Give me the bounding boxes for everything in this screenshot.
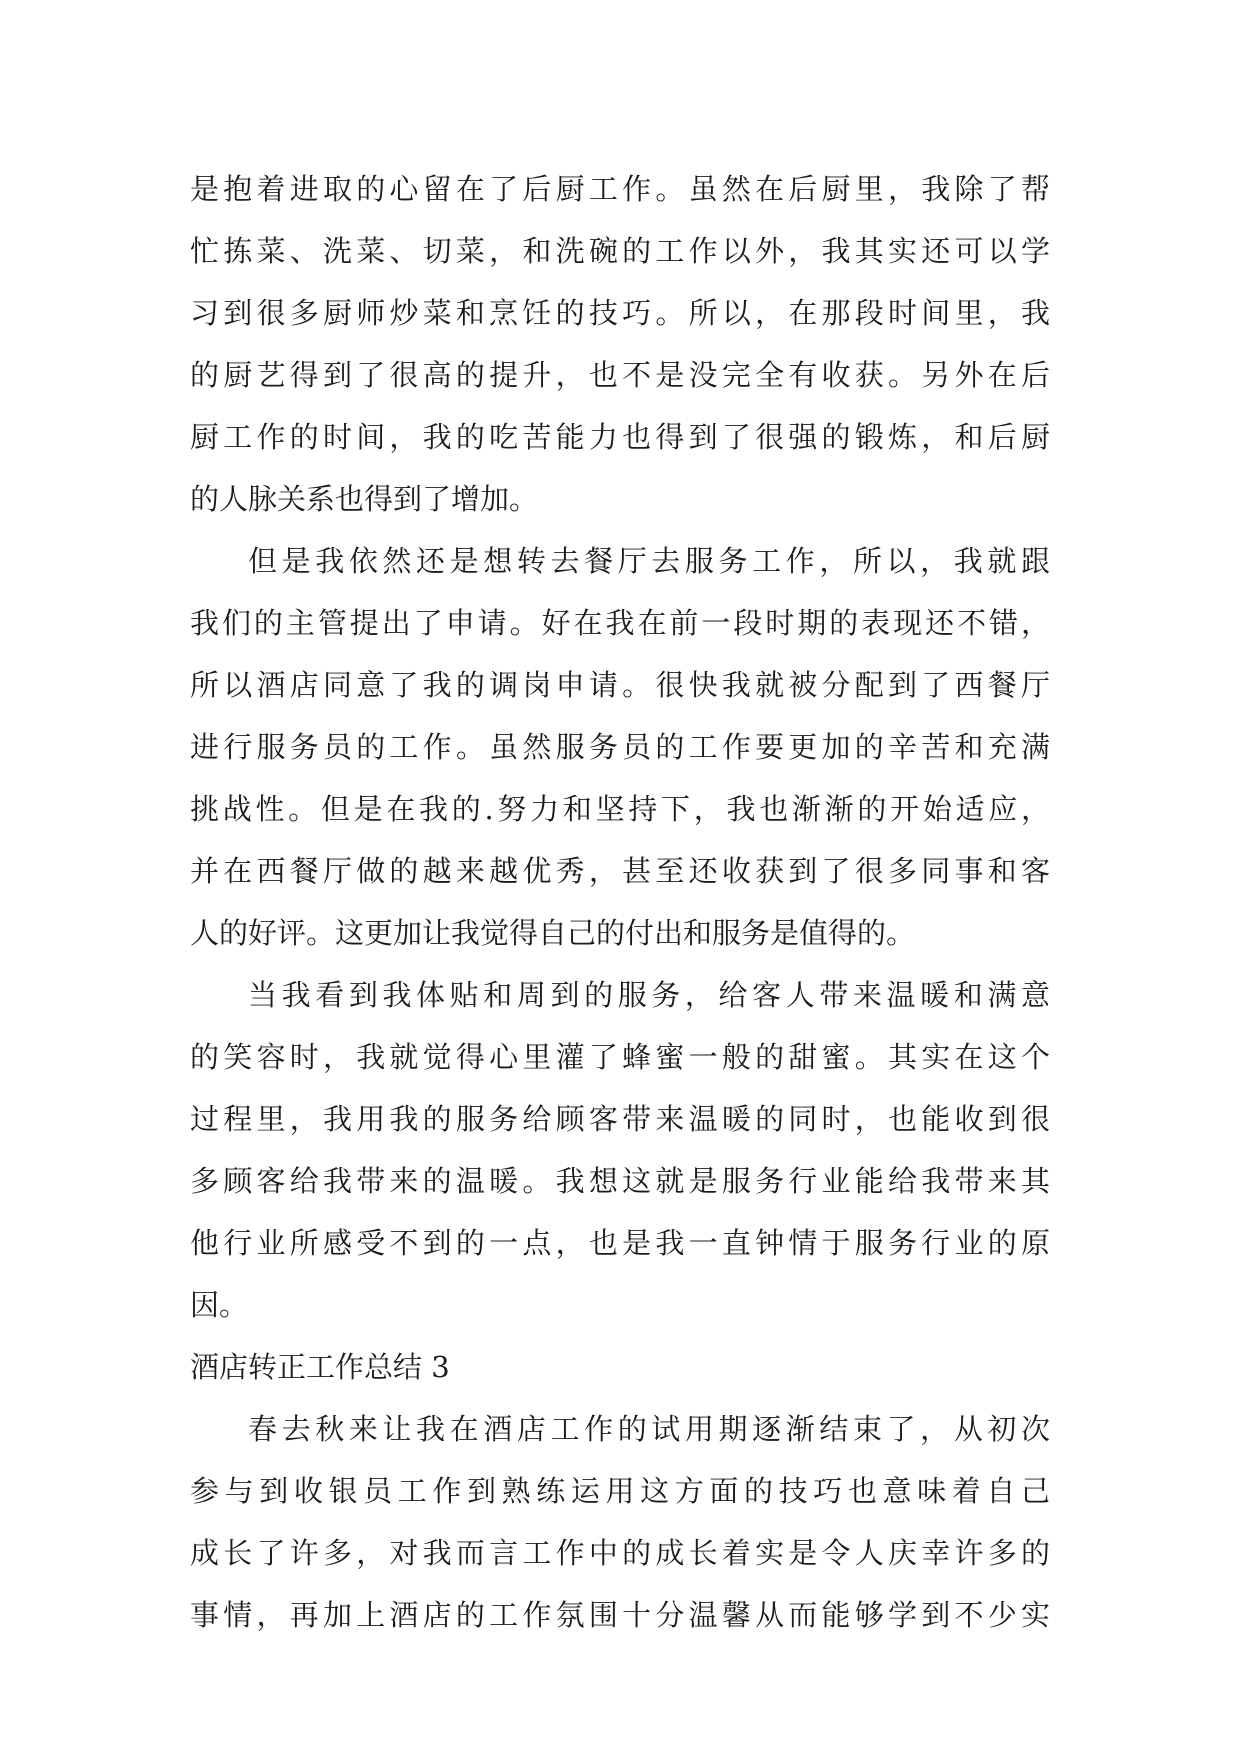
- text-line: 参与到收银员工作到熟练运用这方面的技巧也意味着自己: [190, 1474, 1050, 1508]
- text-line: 习到很多厨师炒菜和烹饪的技巧。所以，在那段时间里，我: [190, 296, 1050, 330]
- text-line: 因。: [190, 1288, 249, 1322]
- text-line: 所以酒店同意了我的调岗申请。很快我就被分配到了西餐厅: [190, 668, 1050, 702]
- text-line: 过程里，我用我的服务给顾客带来温暖的同时，也能收到很: [190, 1102, 1050, 1136]
- text-line: 并在西餐厅做的越来越优秀，甚至还收获到了很多同事和客: [190, 854, 1050, 888]
- text-line: 但是我依然还是想转去餐厅去服务工作，所以，我就跟: [248, 544, 1050, 578]
- text-line: 进行服务员的工作。虽然服务员的工作要更加的辛苦和充满: [190, 730, 1050, 764]
- text-line: 是抱着进取的心留在了后厨工作。虽然在后厨里，我除了帮: [190, 172, 1050, 206]
- text-line: 春去秋来让我在酒店工作的试用期逐渐结束了，从初次: [248, 1412, 1050, 1446]
- text-line: 我们的主管提出了申请。好在我在前一段时期的表现还不错，: [190, 606, 1050, 640]
- text-line: 当我看到我体贴和周到的服务，给客人带来温暖和满意: [248, 978, 1050, 1012]
- text-line: 成长了许多，对我而言工作中的成长着实是令人庆幸许多的: [190, 1536, 1050, 1570]
- text-line: 人的好评。这更加让我觉得自己的付出和服务是值得的。: [190, 916, 916, 950]
- text-line: 他行业所感受不到的一点，也是我一直钟情于服务行业的原: [190, 1226, 1050, 1260]
- text-line: 忙拣菜、洗菜、切菜，和洗碗的工作以外，我其实还可以学: [190, 234, 1050, 268]
- text-line: 厨工作的时间，我的吃苦能力也得到了很强的锻炼，和后厨: [190, 420, 1050, 454]
- text-line: 的人脉关系也得到了增加。: [190, 482, 539, 516]
- text-line: 的厨艺得到了很高的提升，也不是没完全有收获。另外在后: [190, 358, 1050, 392]
- text-line: 挑战性。但是在我的.努力和坚持下，我也渐渐的开始适应，: [190, 792, 1050, 826]
- document-body: [190, 158, 1050, 1646]
- text-line: 的笑容时，我就觉得心里灌了蜂蜜一般的甜蜜。其实在这个: [190, 1040, 1050, 1074]
- text-line: 事情，再加上酒店的工作氛围十分温馨从而能够学到不少实: [190, 1598, 1050, 1632]
- section-heading: 酒店转正工作总结 3: [190, 1350, 450, 1384]
- text-line: 多顾客给我带来的温暖。我想这就是服务行业能给我带来其: [190, 1164, 1050, 1198]
